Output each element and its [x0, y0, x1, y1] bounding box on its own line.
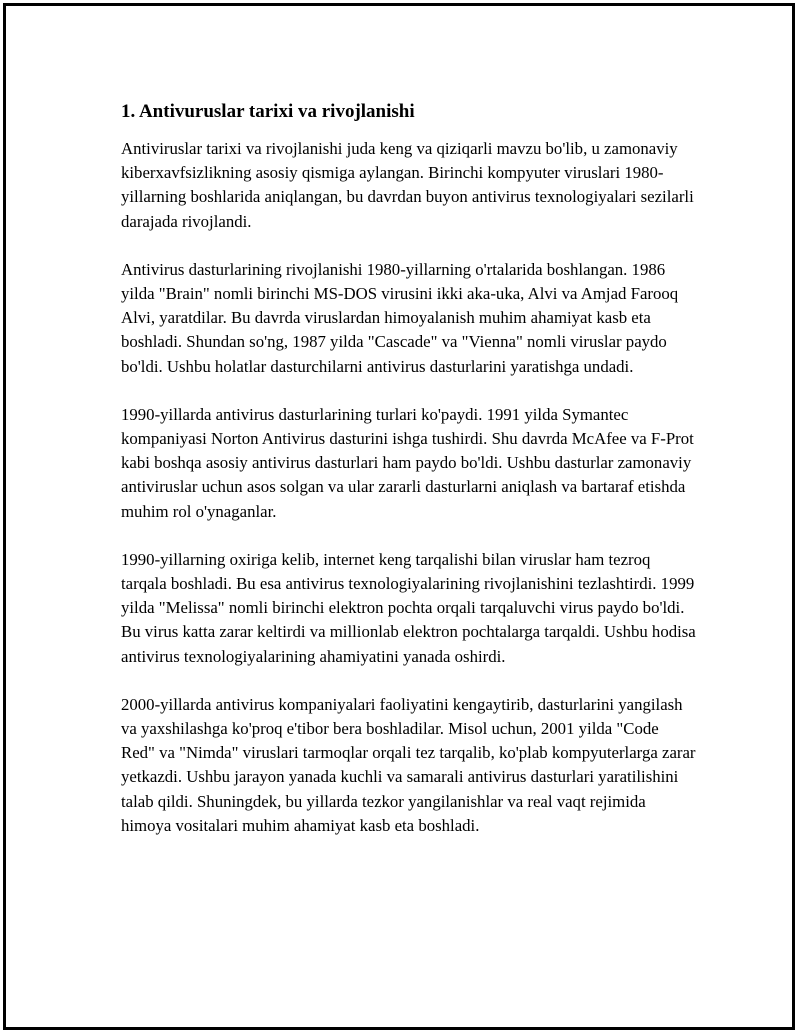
paragraph-2: Antivirus dasturlarining rivojlanishi 1980-yillarning o'rtalarida boshlangan. 1986 yilda "Brain" nomli birinchi MS-DOS virusini ikki aka-uka, Alvi va Amjad Farooq Alvi, yaratdilar. Bu davrda viruslardan himoyalanish muhim ahamiyat kasb eta boshladi. Shundan so'ng, 1987 yilda "Cascade" va "Vienna" nomli viruslar paydo bo'ldi. Ushbu holatlar dasturchilarni antivirus dasturlarini yaratishga undadi. [121, 259, 679, 376]
paragraph-5: 2000-yillarda antivirus kompaniyalari faoliyatini kengaytirib, dasturlarini yangilash va yaxshilashga ko'proq e'tibor bera boshladilar. Misol uchun, 2001 yilda "Code Red" va "Nimda" viruslari tarmoqlar orqali tez tarqalib, ko'plab kompyuterlarga zarar yetkazdi. Ushbu jarayon yanada kuchli va samarali antivirus dasturlari yaratilishini talab qildi. Shuningdek, bu yillarda tezkor yangilanishlar va real vaqt rejimida himoya vositalari muhim ahamiyat kasb eta boshladi. [121, 694, 696, 835]
paragraph-4: 1990-yillarning oxiriga kelib, internet keng tarqalishi bilan viruslar ham tezroq tarqala boshladi. Bu esa antivirus texnologiyalarining rivojlanishini tezlashtirdi. 1999 yilda "Melissa" nomli birinchi elektron pochta orqali tarqaluvchi virus paydo bo'ldi. Bu virus katta zarar keltirdi va millionlab elektron pochtalarga tarqaldi. Ushbu hodisa antivirus texnologiyalarining ahamiyatini yanada oshirdi. [121, 549, 696, 666]
document-body [121, 99, 696, 862]
paragraph-3: 1990-yillarda antivirus dasturlarining turlari ko'paydi. 1991 yilda Symantec kompaniyasi Norton Antivirus dasturini ishga tushirdi. Shu davrda McAfee va F-Prot kabi boshqa asosiy antivirus dasturlari ham paydo bo'ldi. Ushbu dasturlar zamonaviy antiviruslar uchun asos solgan va ular zararli dasturlarni aniqlash va bartaraf etishda muhim rol o'ynaganlar. [121, 404, 694, 521]
section-heading: 1. Antivuruslar tarixi va rivojlanishi [121, 101, 415, 122]
paragraph-1: Antiviruslar tarixi va rivojlanishi juda keng va qiziqarli mavzu bo'lib, u zamonaviy kiberxavfsizlikning asosiy qismiga aylangan. Birinchi kompyuter viruslari 1980-yillarning boshlarida aniqlangan, bu davrdan buyon antivirus texnologiyalari sezilarli darajada rivojlandi. [121, 139, 694, 231]
page-frame [3, 3, 795, 1030]
